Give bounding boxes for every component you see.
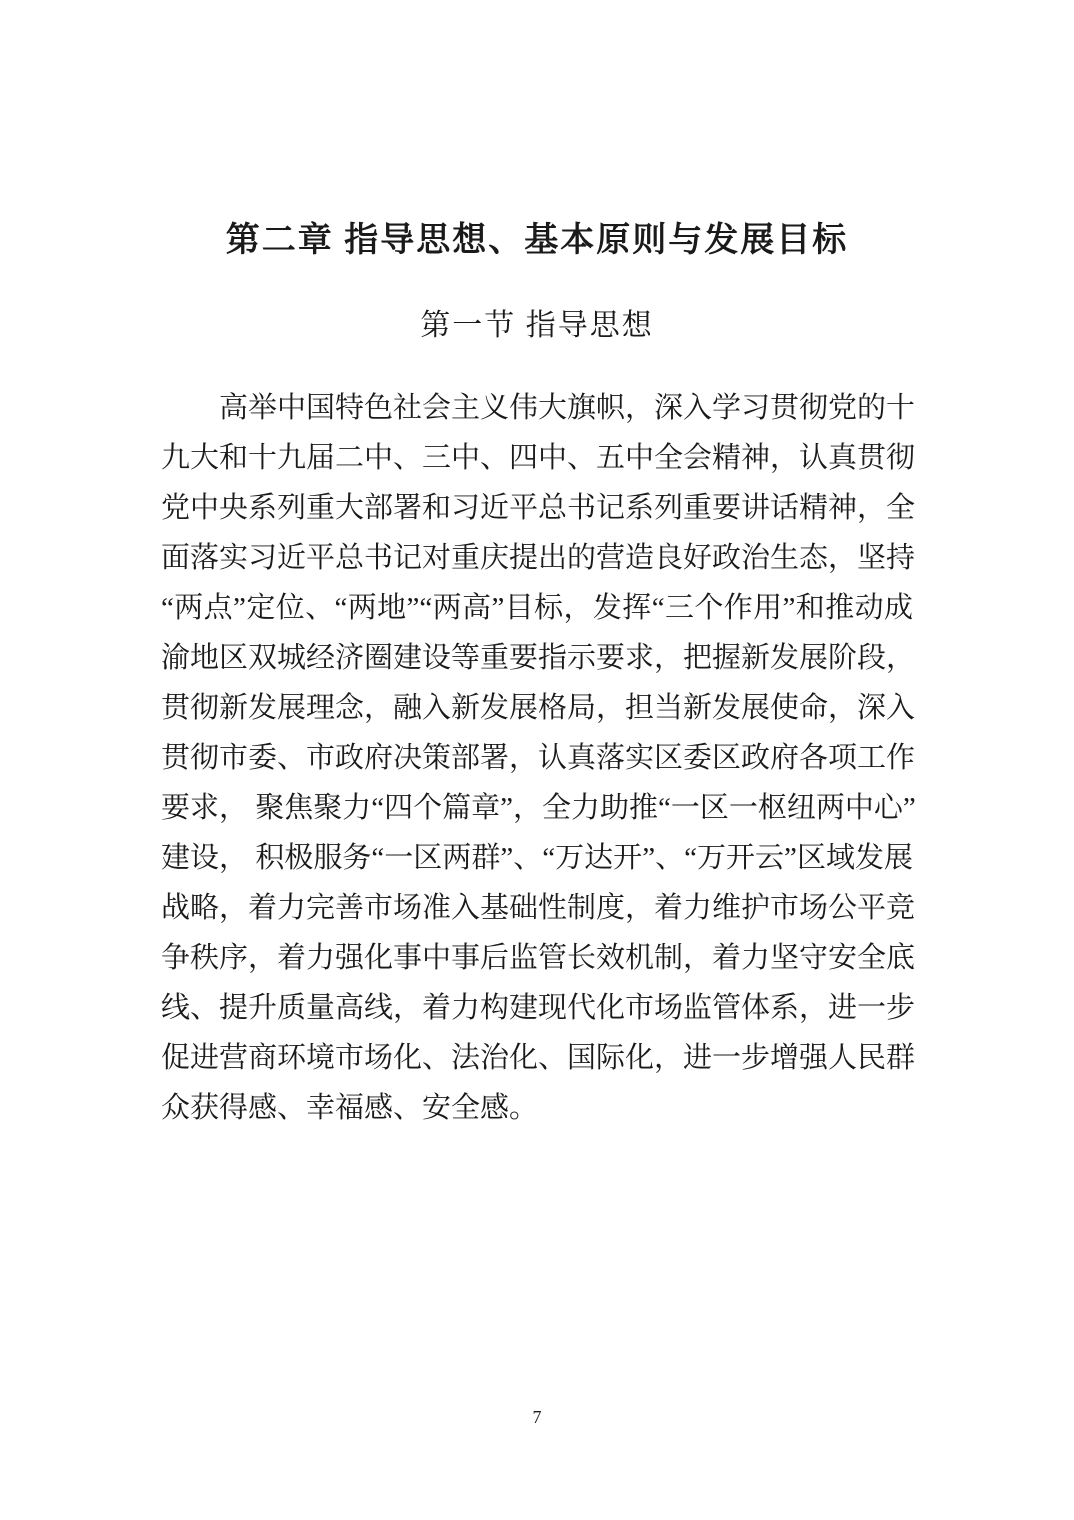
body-paragraph <box>161 383 916 1133</box>
paragraph-line: 建设， 积极服务“一区两群”、“万达开”、“万开云”区域发展 <box>161 842 913 874</box>
paragraph-line: 高举中国特色社会主义伟大旗帜，深入学习贯彻党的十 <box>219 392 916 424</box>
paragraph-line: 贯彻市委、市政府决策部署，认真落实区委区政府各项工作 <box>161 742 916 774</box>
paragraph-line: 要求， 聚焦聚力“四个篇章”，全力助推“一区一枢纽两中心” <box>161 792 916 824</box>
paragraph-line: 贯彻新发展理念，融入新发展格局，担当新发展使命，深入 <box>161 692 916 724</box>
section-title: 第一节 指导思想 <box>420 309 654 342</box>
paragraph-line: 争秩序，着力强化事中事后监管长效机制，着力坚守安全底 <box>161 942 916 974</box>
paragraph-line: 党中央系列重大部署和习近平总书记系列重要讲话精神，全 <box>161 492 916 524</box>
page-number: 7 <box>532 1407 542 1427</box>
paragraph-line: 线、提升质量高线，着力构建现代化市场监管体系，进一步 <box>161 992 916 1024</box>
paragraph-line: “两点”定位、“两地”“两高”目标，发挥“三个作用”和推动成 <box>161 592 913 624</box>
paragraph-line: 面落实习近平总书记对重庆提出的营造良好政治生态，坚持 <box>161 542 916 574</box>
chapter-title: 第二章 指导思想、基本原则与发展目标 <box>225 222 849 259</box>
paragraph-line: 促进营商环境市场化、法治化、国际化，进一步增强人民群 <box>161 1042 916 1074</box>
paragraph-line: 众获得感、幸福感、安全感。 <box>161 1092 539 1124</box>
paragraph-line: 战略，着力完善市场准入基础性制度，着力维护市场公平竞 <box>161 892 916 924</box>
paragraph-line: 九大和十九届二中、三中、四中、五中全会精神，认真贯彻 <box>161 442 916 474</box>
paragraph-line: 渝地区双城经济圈建设等重要指示要求，把握新发展阶段， <box>161 642 916 674</box>
